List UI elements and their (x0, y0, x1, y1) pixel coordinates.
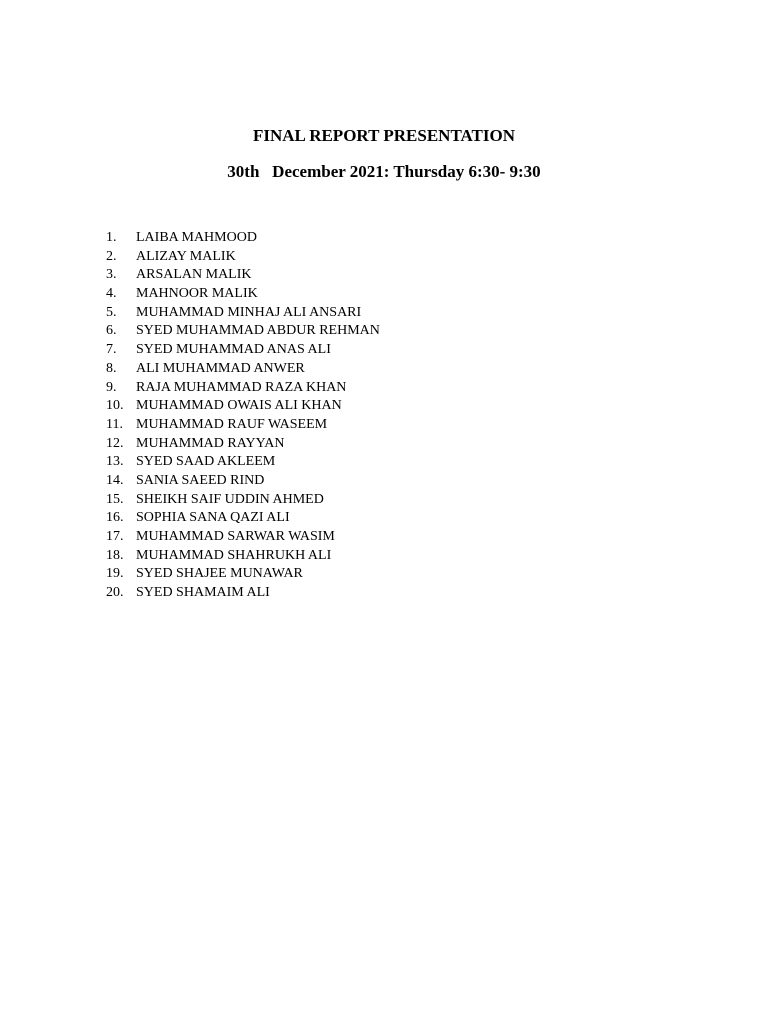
list-number: 17. (106, 529, 124, 544)
list-item (106, 435, 380, 454)
list-name: SYED MUHAMMAD ANAS ALI (136, 342, 331, 358)
list-item (106, 285, 380, 304)
list-name: SOPHIA SANA QAZI ALI (136, 510, 290, 526)
list-name: MUHAMMAD OWAIS ALI KHAN (136, 398, 342, 414)
list-number: 18. (106, 547, 124, 563)
list-number: 8. (106, 360, 117, 376)
document-title: FINAL REPORT PRESENTATION (252, 126, 515, 145)
list-item (106, 547, 380, 566)
list-name: SYED SAAD AKLEEM (136, 454, 276, 470)
list-name: MUHAMMAD RAYYAN (136, 435, 285, 451)
list-item (106, 509, 380, 528)
list-number: 2. (106, 248, 117, 264)
list-item (106, 528, 380, 547)
list-item (106, 472, 380, 491)
list-number: 19. (106, 566, 124, 582)
list-number: 16. (106, 510, 124, 526)
list-name: MAHNOOR MALIK (136, 286, 258, 302)
list-number: 5. (106, 304, 117, 320)
list-item (106, 379, 380, 398)
list-number: 12. (106, 435, 124, 451)
list-number: 20. (106, 585, 124, 601)
list-number: 13. (106, 454, 124, 470)
list-name: MUHAMMAD SARWAR WASIM (136, 529, 335, 544)
list-number: 9. (106, 379, 117, 395)
document-subtitle: 30th December 2021: Thursday 6:30- 9:30 (227, 162, 541, 181)
list-number: 10. (106, 398, 124, 414)
list-item (106, 360, 380, 379)
list-item (106, 453, 380, 472)
list-name: SYED SHAJEE MUNAWAR (136, 566, 303, 582)
list-number: 1. (106, 230, 117, 245)
list-name: SHEIKH SAIF UDDIN AHMED (136, 491, 324, 507)
list-number: 15. (106, 491, 124, 507)
list-name: LAIBA MAHMOOD (136, 230, 257, 245)
list-name: MUHAMMAD MINHAJ ALI ANSARI (136, 304, 362, 320)
list-item (106, 565, 380, 584)
list-name: MUHAMMAD SHAHRUKH ALI (136, 547, 332, 563)
list-number: 11. (106, 416, 123, 432)
list-name: SYED MUHAMMAD ABDUR REHMAN (136, 323, 380, 339)
list-number: 7. (106, 342, 117, 358)
list-item (106, 248, 380, 267)
list-name: ALIZAY MALIK (136, 248, 236, 264)
list-name: SYED SHAMAIM ALI (136, 585, 270, 601)
list-item (106, 266, 380, 285)
list-name: ALI MUHAMMAD ANWER (136, 360, 305, 376)
list-item (106, 322, 380, 341)
list-item (106, 491, 380, 510)
list-item (106, 229, 380, 248)
list-item (106, 416, 380, 435)
list-name: RAJA MUHAMMAD RAZA KHAN (136, 379, 347, 395)
list-item (106, 304, 380, 323)
list-number: 14. (106, 472, 124, 488)
list-number: 4. (106, 286, 117, 302)
list-item (106, 341, 380, 360)
list-item (106, 397, 380, 416)
list-number: 3. (106, 267, 117, 283)
list-name: SANIA SAEED RIND (136, 472, 265, 488)
name-list (106, 229, 380, 603)
list-number: 6. (106, 323, 117, 339)
list-name: MUHAMMAD RAUF WASEEM (136, 416, 328, 432)
list-item (106, 584, 380, 603)
list-name: ARSALAN MALIK (136, 267, 252, 283)
